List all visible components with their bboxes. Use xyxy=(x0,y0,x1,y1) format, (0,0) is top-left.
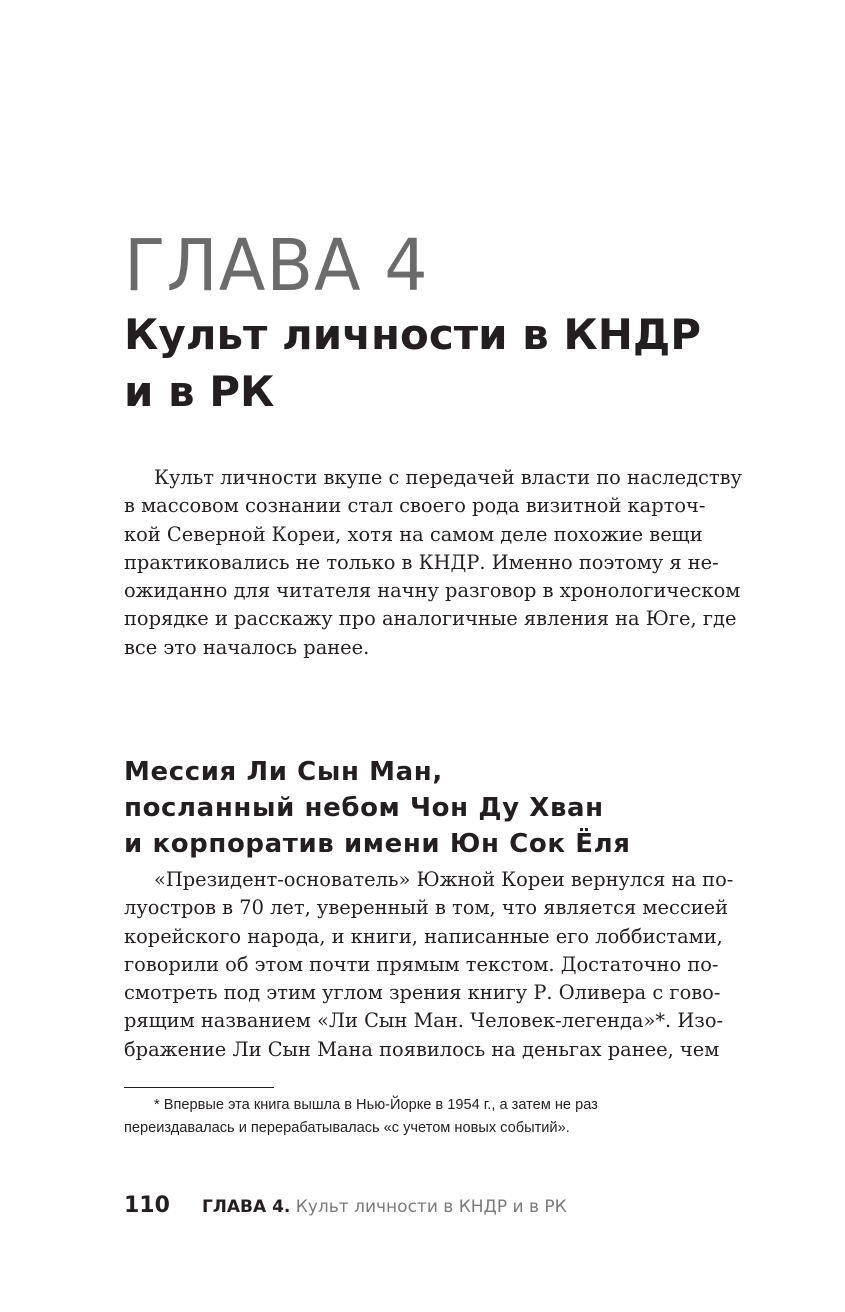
running-footer xyxy=(124,1193,567,1218)
text-line: Культ личности вкупе с передачей власти по наследству xyxy=(154,466,742,489)
section-heading-line: Мессия Ли Сын Ман, xyxy=(124,756,443,787)
text-line: «Президент-основатель» Южной Кореи вернулся на по- xyxy=(154,868,734,891)
text-line: луостров в 70 лет, уверенный в том, что является мессией xyxy=(124,896,729,920)
text-line: ожиданно для читателя начну разговор в хронологическом xyxy=(124,579,741,603)
text-line: в массовом сознании стал своего рода визитной карточ- xyxy=(124,494,706,518)
footnote-line: * Впервые эта книга вышла в Нью-Йорке в 1954 г., а затем не раз xyxy=(154,1097,598,1113)
section-paragraph xyxy=(124,866,750,1064)
section-heading xyxy=(124,754,631,862)
text-line: практиковались не только в КНДР. Именно поэтому я не- xyxy=(124,550,719,574)
section-heading-line: и корпоратив имени Юн Сок Ёля xyxy=(124,828,631,859)
footnote-line: переиздавалась и перерабатывалась «с учетом новых событий». xyxy=(124,1120,570,1136)
section-heading-line: посланный небом Чон Ду Хван xyxy=(124,792,604,823)
footnote xyxy=(124,1094,750,1140)
text-line: порядке и расскажу про аналогичные явления на Юге, где xyxy=(124,607,737,631)
chapter-title-line: Культ личности в КНДР xyxy=(124,310,702,359)
footnote-divider xyxy=(124,1087,274,1088)
footer-chapter-title: Культ личности в КНДР и в РК xyxy=(290,1197,567,1217)
chapter-title xyxy=(124,306,784,420)
text-line: кой Северной Кореи, хотя на самом деле похожие вещи xyxy=(124,522,703,546)
text-line: бражение Ли Сын Мана появилось на деньгах ранее, чем xyxy=(124,1037,720,1061)
footer-chapter-label: ГЛАВА 4. xyxy=(201,1197,291,1217)
page-number: 110 xyxy=(124,1193,170,1218)
intro-paragraph xyxy=(124,464,750,662)
chapter-label: ГЛАВА 4 xyxy=(124,224,429,307)
chapter-title-line: и в РК xyxy=(124,367,275,416)
text-line: все это началось ранее. xyxy=(124,635,370,659)
text-line: корейского народа, и книги, написанные его лоббистами, xyxy=(124,924,723,948)
text-line: говорили об этом почти прямым текстом. Достаточно по- xyxy=(124,952,719,976)
text-line: рящим названием «Ли Сын Ман. Человек-легенда»*. Изо- xyxy=(124,1009,724,1033)
text-line: смотреть под этим углом зрения книгу Р. Оливера с гово- xyxy=(124,981,721,1005)
